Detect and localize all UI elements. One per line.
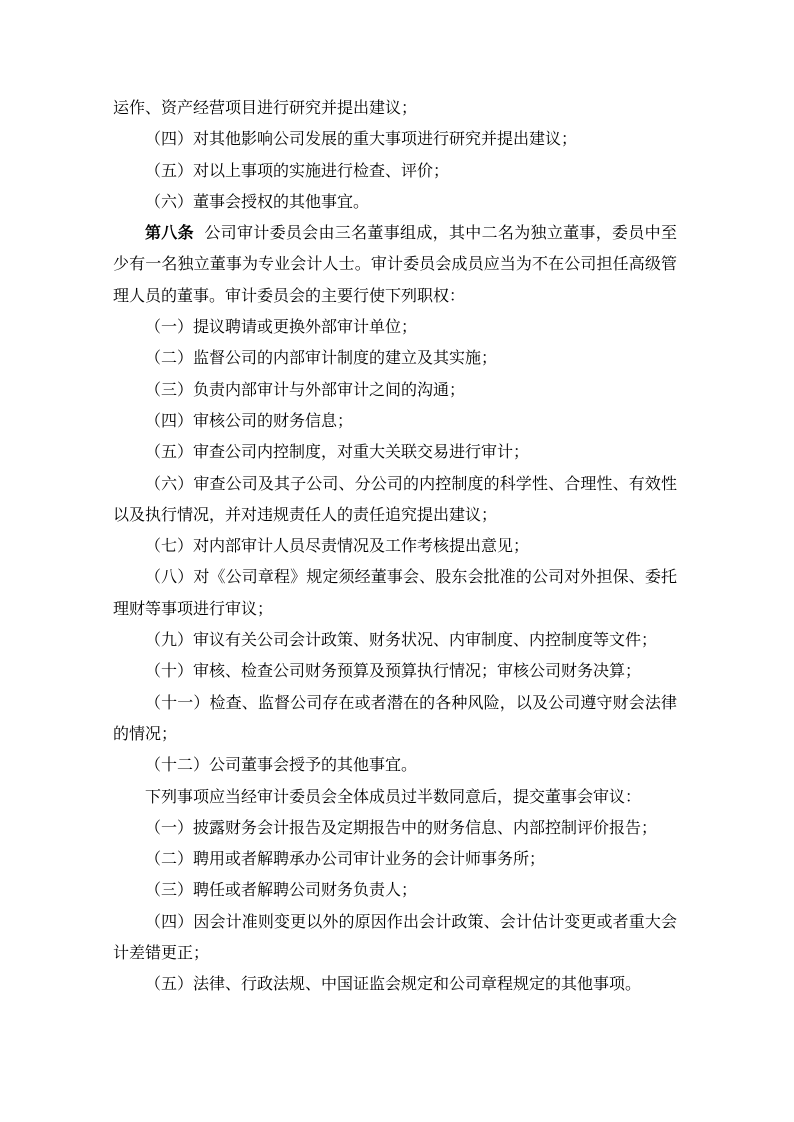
paragraph-text: （七）对内部审计人员尽责情况及工作考核提出意见； <box>145 538 530 556</box>
paragraph-text: （五）法律、行政法规、中国证监会规定和公司章程规定的其他事项。 <box>145 976 642 994</box>
paragraph-text: （二）聘用或者解聘承办公司审计业务的会计师事务所； <box>145 851 546 869</box>
paragraph-text: （四）因会计准则变更以外的原因作出会计政策、会计估计变更或者重大会计差错更正； <box>113 913 677 963</box>
paragraph <box>113 312 677 343</box>
paragraph <box>113 156 677 187</box>
paragraph <box>113 625 677 656</box>
paragraph-text: （十一）检查、监督公司存在或者潜在的各种风险，以及公司遵守财会法律的情况； <box>113 694 677 743</box>
paragraph-text: （八）对《公司章程》规定须经董事会、股东会批准的公司对外担保、委托理财等事项进行审议； <box>113 569 677 618</box>
paragraph-text: （二）监督公司的内部审计制度的建立及其实施； <box>145 350 498 368</box>
paragraph <box>113 750 677 781</box>
paragraph-article-8 <box>113 218 677 312</box>
paragraph <box>113 343 677 374</box>
article-number-label: 第八条 <box>145 225 194 243</box>
paragraph-text: 运作、资产经营项目进行研究并提出建议； <box>113 100 418 117</box>
paragraph <box>113 93 677 124</box>
paragraph <box>113 907 677 970</box>
paragraph <box>113 969 677 1000</box>
paragraph <box>113 562 677 625</box>
paragraph <box>113 656 677 687</box>
paragraph <box>113 782 677 813</box>
paragraph-text: （六）审查公司及其子公司、分公司的内控制度的科学性、合理性、有效性以及执行情况，并对违规责任人的责任追究提出建议； <box>113 475 677 524</box>
paragraph-text: （四）对其他影响公司发展的重大事项进行研究并提出建议； <box>145 131 578 149</box>
document-body <box>113 93 677 1001</box>
paragraph-text: （六）董事会授权的其他事宜。 <box>145 193 370 211</box>
paragraph-text: （十）审核、检查公司财务预算及预算执行情况；审核公司财务决算； <box>145 663 642 681</box>
paragraph-text: 公司审计委员会由三名董事组成，其中二名为独立董事，委员中至少有一名独立董事为专业会计人士。审计委员会成员应当为不在公司担任高级管理人员的董事。审计委员会的主要行使下列职权： <box>113 225 677 305</box>
paragraph <box>113 531 677 562</box>
paragraph-text: （三）负责内部审计与外部审计之间的沟通； <box>145 381 466 399</box>
paragraph-text: （四）审核公司的财务信息； <box>145 412 354 430</box>
paragraph-text: （一）提议聘请或更换外部审计单位； <box>145 319 418 337</box>
paragraph <box>113 469 677 532</box>
paragraph-text: （一）披露财务会计报告及定期报告中的财务信息、内部控制评价报告； <box>145 819 658 837</box>
paragraph <box>113 124 677 155</box>
paragraph <box>113 406 677 437</box>
paragraph <box>113 813 677 844</box>
paragraph-text: （五）审查公司内控制度，对重大关联交易进行审计； <box>145 444 530 462</box>
paragraph <box>113 437 677 468</box>
paragraph-text: 下列事项应当经审计委员会全体成员过半数同意后，提交董事会审议： <box>145 788 642 806</box>
paragraph-text: （五）对以上事项的实施进行检查、评价； <box>145 162 450 180</box>
paragraph-text: （九）审议有关公司会计政策、财务状况、内审制度、内控制度等文件； <box>145 632 658 650</box>
paragraph <box>113 375 677 406</box>
paragraph <box>113 844 677 875</box>
paragraph-text: （十二）公司董事会授予的其他事宜。 <box>145 757 418 775</box>
paragraph <box>113 187 677 218</box>
paragraph <box>113 688 677 751</box>
paragraph-text: （三）聘任或者解聘公司财务负责人； <box>145 882 418 900</box>
paragraph <box>113 875 677 906</box>
